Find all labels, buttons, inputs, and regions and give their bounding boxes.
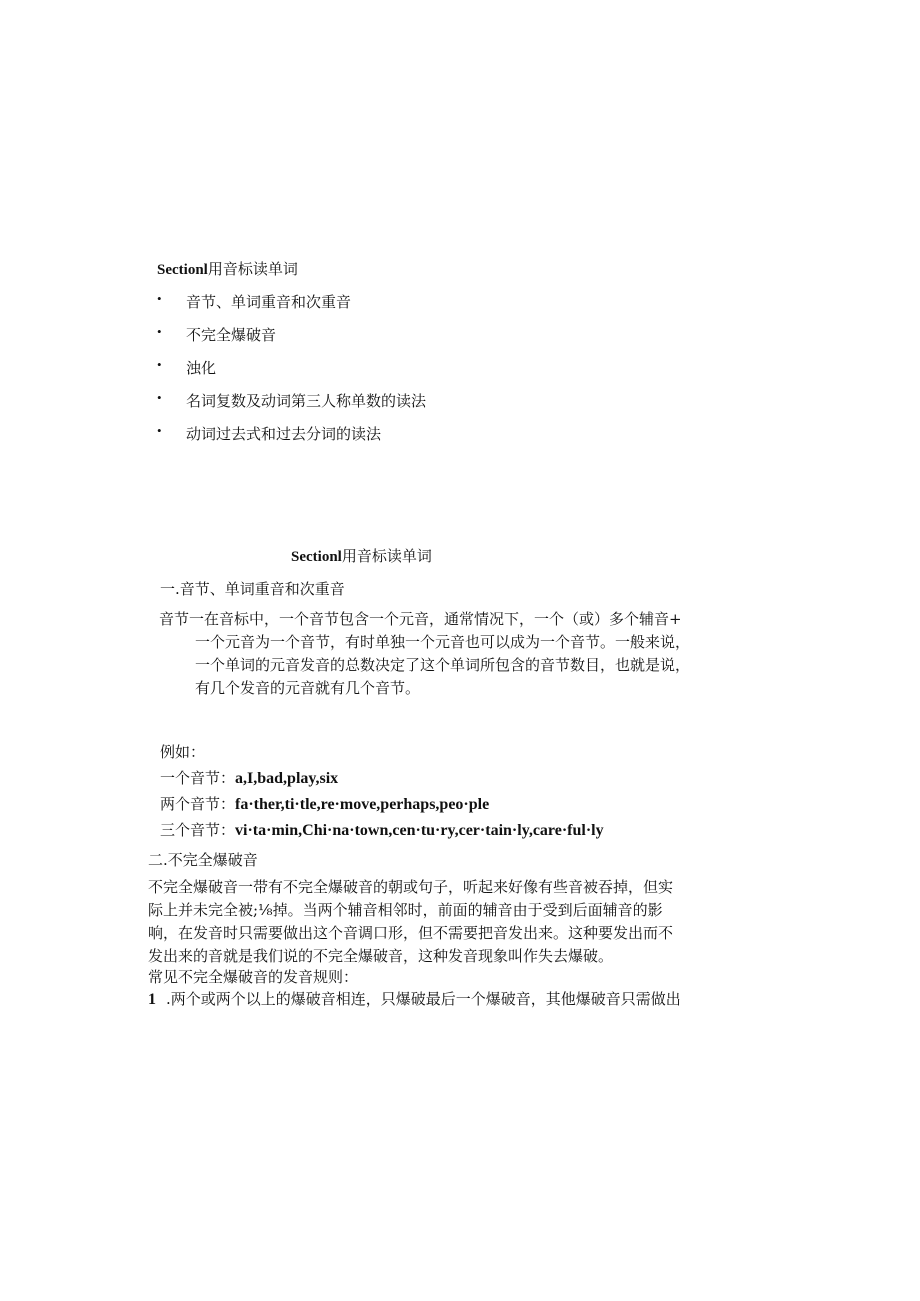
outline-item bbox=[0, 291, 920, 311]
outline-item-label: 不完全爆破音 bbox=[186, 326, 277, 344]
bullet-dot-icon: • bbox=[157, 423, 162, 438]
outline-item-label: 浊化 bbox=[186, 359, 217, 377]
paragraph-line: 音节一在音标中，一个音节包含一个元音，通常情况下，一个（或）多个辅音+ bbox=[159, 610, 682, 628]
outline-item bbox=[0, 390, 920, 410]
bullet-dot-icon: • bbox=[157, 324, 162, 339]
outline-item-label: 名词复数及动词第三人称单数的读法 bbox=[186, 392, 427, 410]
example-label: 三个音节： bbox=[160, 821, 236, 839]
paragraph-line: 不完全爆破音一带有不完全爆破音的朝或句子，听起来好像有些音被吞掉，但实 bbox=[148, 878, 674, 896]
bullet-dot-icon: • bbox=[157, 390, 162, 405]
paragraph-line: 发出来的音就是我们说的不完全爆破音，这种发音现象叫作失去爆破。 bbox=[148, 947, 614, 965]
paragraph-line: 有几个发音的元音就有几个音节。 bbox=[195, 679, 421, 697]
rule-item bbox=[148, 988, 681, 1009]
rules-label: 常见不完全爆破音的发音规则： bbox=[148, 968, 359, 986]
section-title bbox=[291, 545, 432, 566]
example-words: fa·ther,ti·tle,re·move,perhaps,peo·ple bbox=[235, 796, 490, 813]
example-label: 两个音节： bbox=[160, 795, 236, 813]
paragraph-line: 响，在发音时只需要做出这个音调口形，但不需要把音发出来。这种要发出而不 bbox=[148, 924, 674, 942]
outline-title bbox=[157, 258, 298, 279]
example-words: a,I,bad,play,six bbox=[235, 770, 339, 787]
example-row bbox=[160, 793, 489, 814]
outline-item bbox=[0, 423, 920, 443]
syllable-paragraph bbox=[159, 608, 690, 700]
heading-incomplete-plosion: 二.不完全爆破音 bbox=[148, 851, 258, 869]
example-row bbox=[160, 819, 604, 840]
bullet-dot-icon: • bbox=[157, 357, 162, 372]
rule-number: 1 bbox=[148, 991, 156, 1008]
paragraph-line: 际上并未完全被;⅛掉。当两个辅音相邻时，前面的辅音由于受到后面辅音的影 bbox=[148, 901, 663, 919]
section-title-text: 用音标读单词 bbox=[341, 547, 432, 565]
plosion-paragraph bbox=[148, 876, 673, 968]
outline-item bbox=[0, 357, 920, 377]
examples-label: 例如： bbox=[160, 743, 206, 761]
outline-item bbox=[0, 324, 920, 344]
bullet-dot-icon: • bbox=[157, 291, 162, 306]
rule-text: .两个或两个以上的爆破音相连，只爆破最后一个爆破音，其他爆破音只需做出 bbox=[166, 990, 681, 1008]
example-words: vi·ta·min,Chi·na·town,cen·tu·ry,cer·tain·ly,care·ful·ly bbox=[235, 822, 604, 839]
outline-title-text: 用音标读单词 bbox=[207, 260, 298, 278]
outline-item-label: 音节、单词重音和次重音 bbox=[186, 293, 352, 311]
outline-item-label: 动词过去式和过去分词的读法 bbox=[186, 425, 382, 443]
heading-syllables: 一.音节、单词重音和次重音 bbox=[160, 580, 345, 598]
example-row bbox=[160, 767, 338, 788]
example-label: 一个音节： bbox=[160, 769, 236, 787]
section-title-section: Sectionl bbox=[291, 549, 342, 565]
paragraph-line: 一个元音为一个音节，有时单独一个元音也可以成为一个音节。一般来说， bbox=[195, 633, 691, 651]
paragraph-line: 一个单词的元音发音的总数决定了这个单词所包含的音节数目，也就是说， bbox=[195, 656, 691, 674]
outline-title-section: Sectionl bbox=[157, 262, 208, 278]
